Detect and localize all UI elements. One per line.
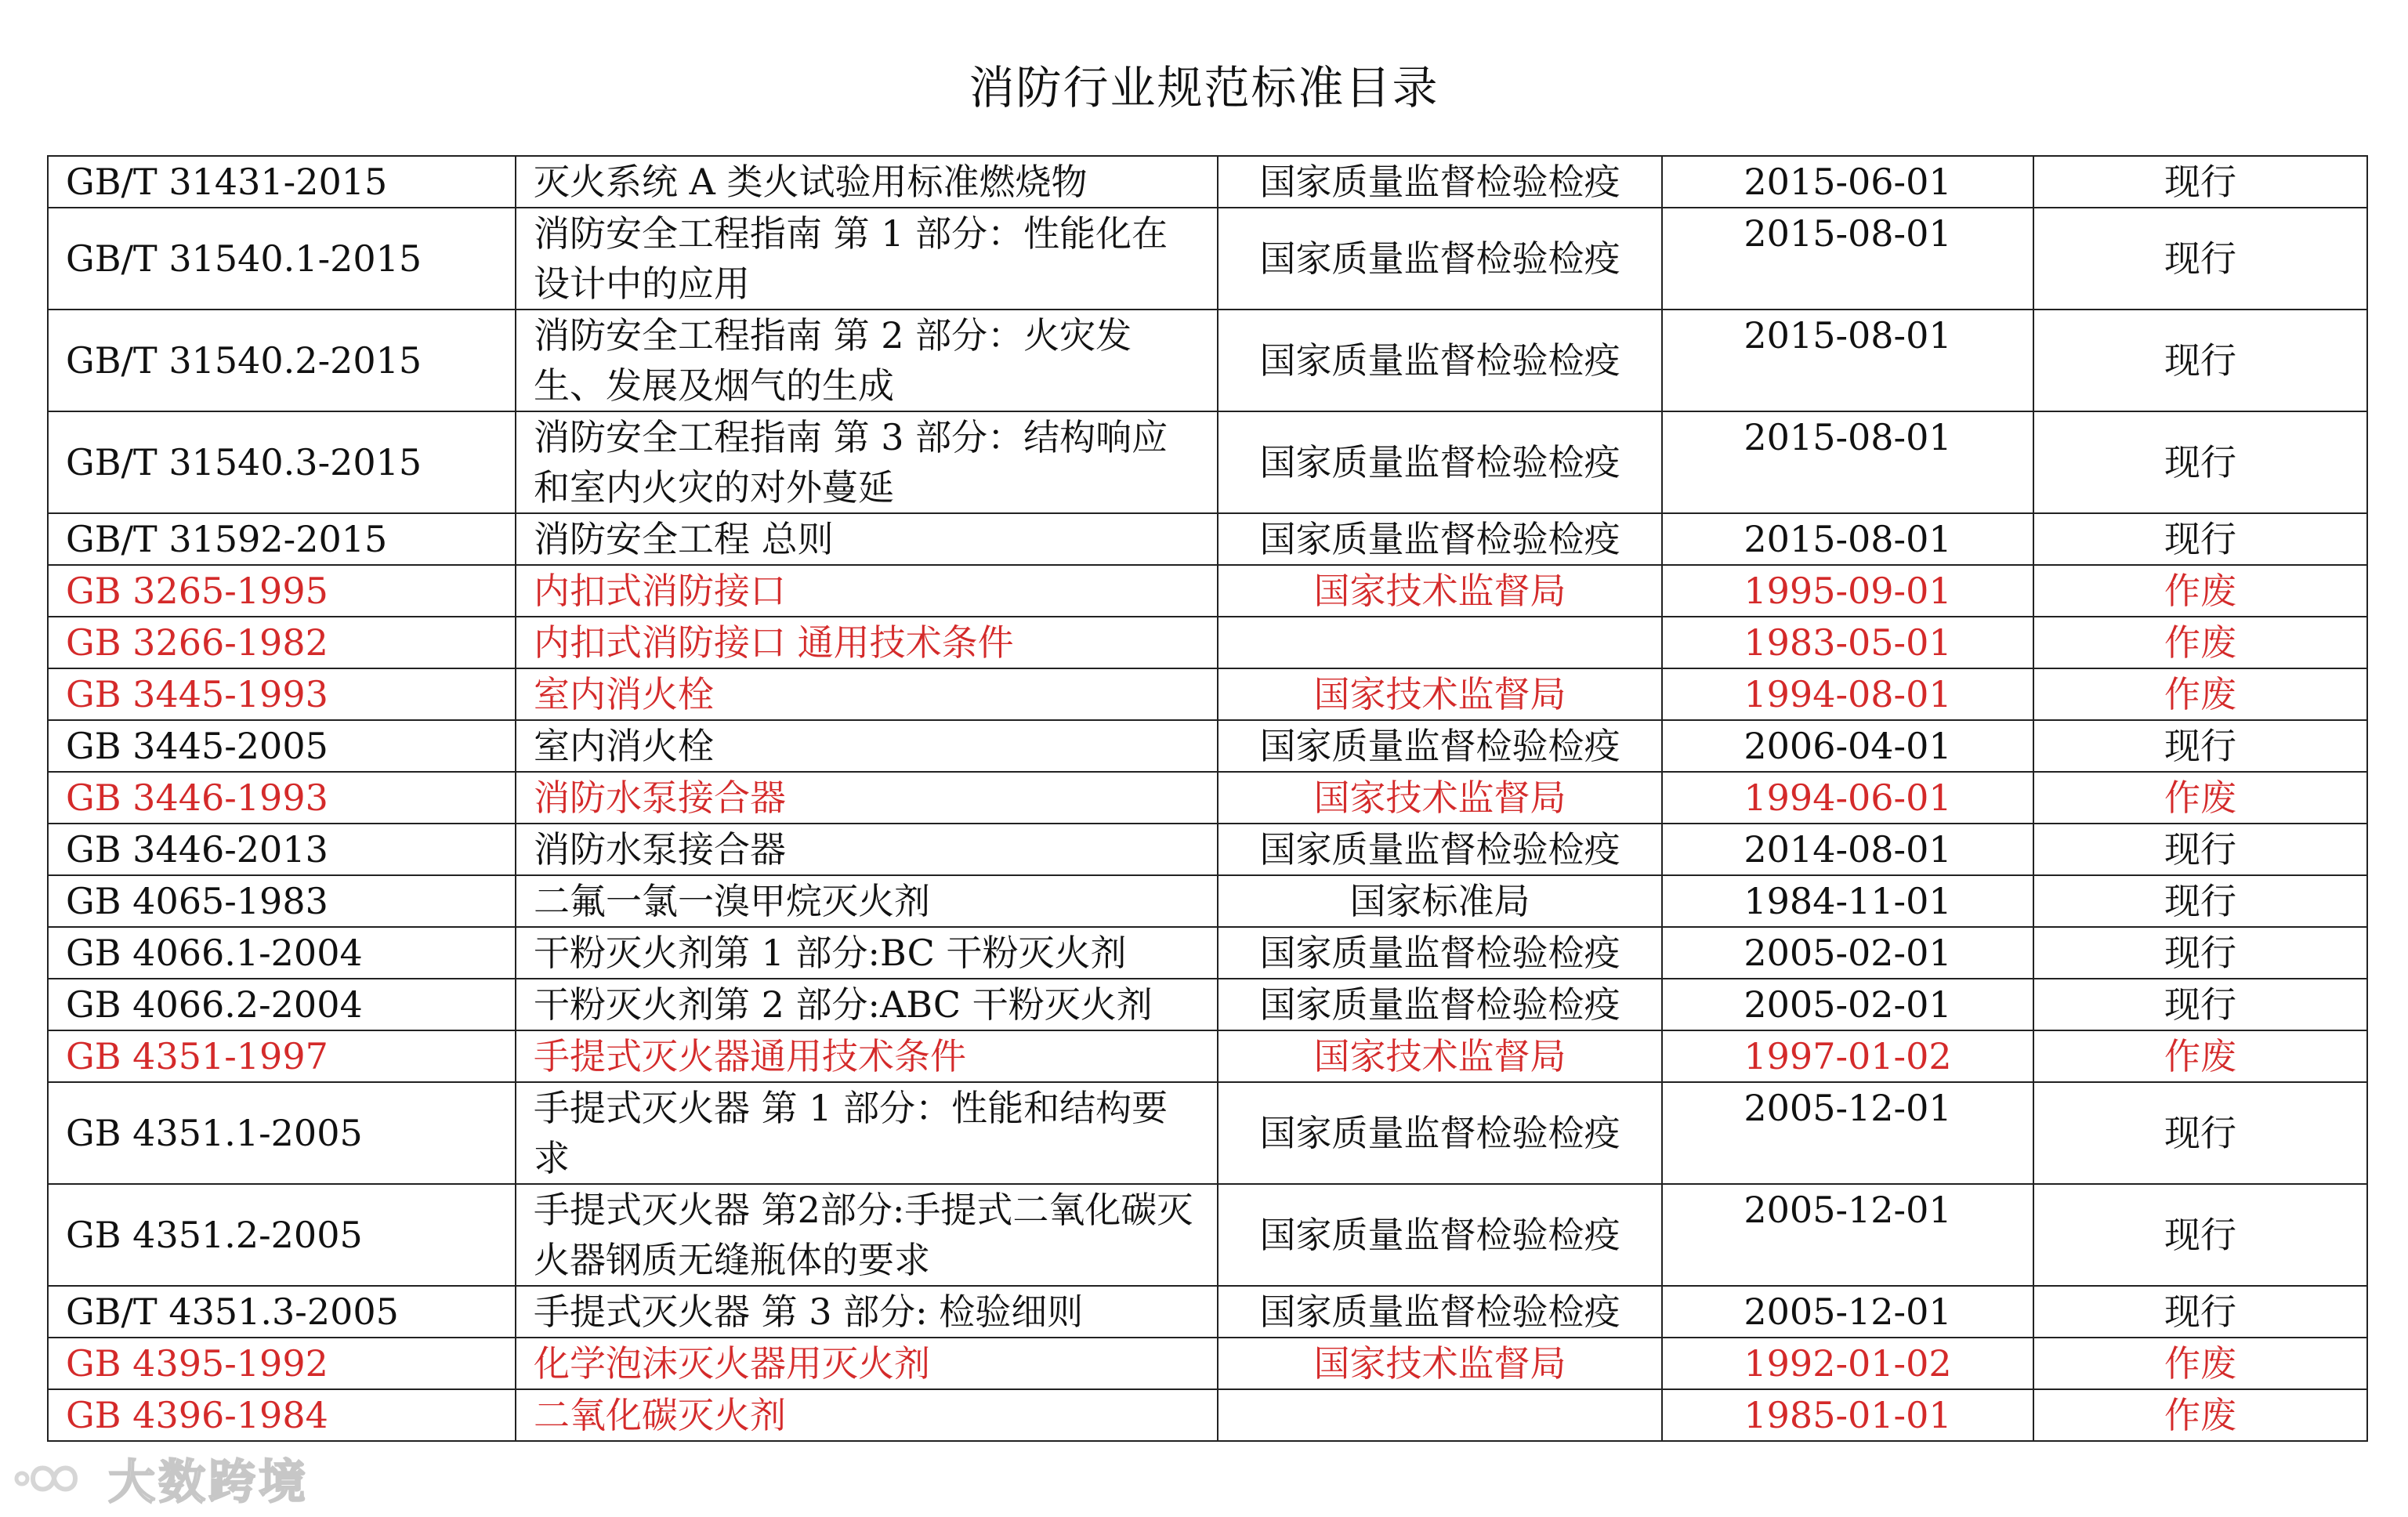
standard-code-cell: GB 4351.1-2005: [48, 1082, 516, 1184]
standard-name-cell: 手提式灭火器 第 1 部分：性能和结构要求: [516, 1082, 1218, 1184]
standard-name-cell: 消防安全工程指南 第 2 部分：火灾发生、发展及烟气的生成: [516, 310, 1218, 411]
table-row: [48, 1184, 2367, 1286]
infinity-logo-icon: [11, 1454, 97, 1504]
standard-code-cell: GB 4351.2-2005: [48, 1184, 516, 1286]
standard-name-cell: 消防水泵接合器: [516, 772, 1218, 824]
issuing-org-cell: 国家质量监督检验检疫: [1218, 1184, 1662, 1286]
table-row: [48, 1082, 2367, 1184]
standard-code-cell: GB 4351-1997: [48, 1030, 516, 1082]
status-cell: 作废: [2033, 617, 2367, 668]
effective-date-cell: 2005-02-01: [1662, 927, 2033, 979]
issuing-org-cell: 国家质量监督检验检疫: [1218, 979, 1662, 1030]
standard-name-cell: 手提式灭火器通用技术条件: [516, 1030, 1218, 1082]
issuing-org-cell: 国家质量监督检验检疫: [1218, 824, 1662, 875]
table-row: [48, 565, 2367, 617]
effective-date-cell: 2015-06-01: [1662, 156, 2033, 208]
effective-date-cell: 2015-08-01: [1662, 208, 2033, 310]
table-row: [48, 411, 2367, 513]
status-cell: 作废: [2033, 1338, 2367, 1389]
table-row: [48, 310, 2367, 411]
standard-name-cell: 干粉灭火剂第 1 部分:BC 干粉灭火剂: [516, 927, 1218, 979]
standard-name-cell: 化学泡沫灭火器用灭火剂: [516, 1338, 1218, 1389]
table-row: [48, 617, 2367, 668]
standard-code-cell: GB/T 31540.1-2015: [48, 208, 516, 310]
effective-date-cell: 2005-12-01: [1662, 1082, 2033, 1184]
issuing-org-cell: 国家质量监督检验检疫: [1218, 208, 1662, 310]
standards-table: [47, 155, 2368, 1442]
effective-date-cell: 1994-08-01: [1662, 668, 2033, 720]
standard-code-cell: GB/T 31540.3-2015: [48, 411, 516, 513]
standard-name-cell: 手提式灭火器 第2部分:手提式二氧化碳灭火器钢质无缝瓶体的要求: [516, 1184, 1218, 1286]
effective-date-cell: 1992-01-02: [1662, 1338, 2033, 1389]
standard-name-cell: 消防安全工程 总则: [516, 513, 1218, 565]
watermark-text: 大数跨境: [108, 1455, 309, 1510]
standard-code-cell: GB/T 31431-2015: [48, 156, 516, 208]
standard-code-cell: GB 3446-2013: [48, 824, 516, 875]
status-cell: 现行: [2033, 1082, 2367, 1184]
watermark: [11, 1451, 309, 1510]
table-row: [48, 979, 2367, 1030]
status-cell: 现行: [2033, 1184, 2367, 1286]
table-row: [48, 772, 2367, 824]
standard-name-cell: 消防水泵接合器: [516, 824, 1218, 875]
standard-name-cell: 二氧化碳灭火剂: [516, 1389, 1218, 1441]
issuing-org-cell: 国家技术监督局: [1218, 772, 1662, 824]
effective-date-cell: 2005-02-01: [1662, 979, 2033, 1030]
effective-date-cell: 1994-06-01: [1662, 772, 2033, 824]
table-row: [48, 720, 2367, 772]
standard-name-cell: 干粉灭火剂第 2 部分:ABC 干粉灭火剂: [516, 979, 1218, 1030]
effective-date-cell: 1997-01-02: [1662, 1030, 2033, 1082]
table-row: [48, 513, 2367, 565]
standard-name-cell: 消防安全工程指南 第 3 部分：结构响应和室内火灾的对外蔓延: [516, 411, 1218, 513]
effective-date-cell: 2005-12-01: [1662, 1286, 2033, 1338]
standard-code-cell: GB 3266-1982: [48, 617, 516, 668]
status-cell: 现行: [2033, 720, 2367, 772]
standard-name-cell: 内扣式消防接口 通用技术条件: [516, 617, 1218, 668]
standard-code-cell: GB 4066.1-2004: [48, 927, 516, 979]
effective-date-cell: 2015-08-01: [1662, 310, 2033, 411]
issuing-org-cell: 国家质量监督检验检疫: [1218, 156, 1662, 208]
standard-code-cell: GB 4066.2-2004: [48, 979, 516, 1030]
table-row: [48, 1030, 2367, 1082]
issuing-org-cell: 国家质量监督检验检疫: [1218, 720, 1662, 772]
table-row: [48, 668, 2367, 720]
status-cell: 现行: [2033, 513, 2367, 565]
status-cell: 作废: [2033, 668, 2367, 720]
standard-code-cell: GB 4396-1984: [48, 1389, 516, 1441]
standard-name-cell: 室内消火栓: [516, 720, 1218, 772]
status-cell: 现行: [2033, 156, 2367, 208]
effective-date-cell: 2005-12-01: [1662, 1184, 2033, 1286]
standards-table-body: [48, 156, 2367, 1441]
standard-name-cell: 手提式灭火器 第 3 部分: 检验细则: [516, 1286, 1218, 1338]
issuing-org-cell: 国家质量监督检验检疫: [1218, 411, 1662, 513]
issuing-org-cell: [1218, 1389, 1662, 1441]
table-row: [48, 1286, 2367, 1338]
status-cell: 现行: [2033, 824, 2367, 875]
table-row: [48, 1338, 2367, 1389]
issuing-org-cell: 国家标准局: [1218, 875, 1662, 927]
issuing-org-cell: [1218, 617, 1662, 668]
standard-code-cell: GB 4065-1983: [48, 875, 516, 927]
issuing-org-cell: 国家质量监督检验检疫: [1218, 513, 1662, 565]
standard-name-cell: 室内消火栓: [516, 668, 1218, 720]
standard-name-cell: 内扣式消防接口: [516, 565, 1218, 617]
status-cell: 现行: [2033, 927, 2367, 979]
status-cell: 作废: [2033, 1030, 2367, 1082]
standard-code-cell: GB/T 31540.2-2015: [48, 310, 516, 411]
standard-code-cell: GB 3446-1993: [48, 772, 516, 824]
status-cell: 现行: [2033, 208, 2367, 310]
status-cell: 现行: [2033, 411, 2367, 513]
table-row: [48, 208, 2367, 310]
effective-date-cell: 1984-11-01: [1662, 875, 2033, 927]
status-cell: 作废: [2033, 772, 2367, 824]
status-cell: 现行: [2033, 979, 2367, 1030]
effective-date-cell: 2006-04-01: [1662, 720, 2033, 772]
standard-code-cell: GB/T 31592-2015: [48, 513, 516, 565]
effective-date-cell: 1985-01-01: [1662, 1389, 2033, 1441]
standard-code-cell: GB/T 4351.3-2005: [48, 1286, 516, 1338]
effective-date-cell: 2015-08-01: [1662, 411, 2033, 513]
standard-name-cell: 二氟一氯一溴甲烷灭火剂: [516, 875, 1218, 927]
status-cell: 作废: [2033, 565, 2367, 617]
document-title: 消防行业规范标准目录: [969, 61, 1439, 114]
issuing-org-cell: 国家技术监督局: [1218, 1338, 1662, 1389]
issuing-org-cell: 国家技术监督局: [1218, 565, 1662, 617]
status-cell: 现行: [2033, 310, 2367, 411]
standard-name-cell: 消防安全工程指南 第 1 部分：性能化在设计中的应用: [516, 208, 1218, 310]
standard-code-cell: GB 3265-1995: [48, 565, 516, 617]
standard-code-cell: GB 3445-2005: [48, 720, 516, 772]
status-cell: 现行: [2033, 875, 2367, 927]
effective-date-cell: 2014-08-01: [1662, 824, 2033, 875]
standard-code-cell: GB 3445-1993: [48, 668, 516, 720]
effective-date-cell: 1983-05-01: [1662, 617, 2033, 668]
table-row: [48, 156, 2367, 208]
effective-date-cell: 1995-09-01: [1662, 565, 2033, 617]
issuing-org-cell: 国家技术监督局: [1218, 1030, 1662, 1082]
status-cell: 现行: [2033, 1286, 2367, 1338]
table-row: [48, 1389, 2367, 1441]
issuing-org-cell: 国家质量监督检验检疫: [1218, 1286, 1662, 1338]
table-row: [48, 824, 2367, 875]
issuing-org-cell: 国家质量监督检验检疫: [1218, 927, 1662, 979]
standard-code-cell: GB 4395-1992: [48, 1338, 516, 1389]
effective-date-cell: 2015-08-01: [1662, 513, 2033, 565]
status-cell: 作废: [2033, 1389, 2367, 1441]
issuing-org-cell: 国家质量监督检验检疫: [1218, 310, 1662, 411]
table-row: [48, 875, 2367, 927]
table-row: [48, 927, 2367, 979]
standard-name-cell: 灭火系统 A 类火试验用标准燃烧物: [516, 156, 1218, 208]
issuing-org-cell: 国家技术监督局: [1218, 668, 1662, 720]
issuing-org-cell: 国家质量监督检验检疫: [1218, 1082, 1662, 1184]
